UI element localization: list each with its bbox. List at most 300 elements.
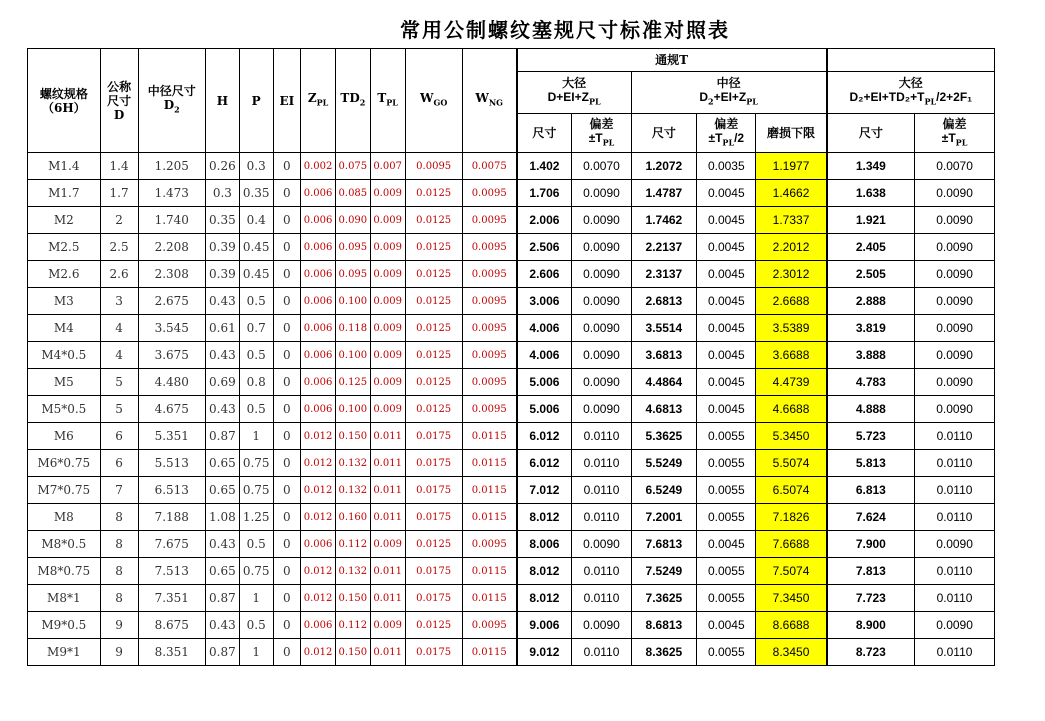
cell-d: 5 [100, 369, 138, 396]
cell-k: 0.0110 [915, 639, 995, 666]
cell-ei: 0 [273, 639, 301, 666]
cell-e: 0.0045 [697, 342, 756, 369]
cell-p: 0.8 [239, 369, 273, 396]
cell-z: 0.006 [301, 288, 336, 315]
cell-k: 0.0110 [915, 450, 995, 477]
header-pitch-formula-d: D [699, 90, 708, 105]
header-EI: EI [273, 49, 301, 153]
cell-spec: M4 [28, 315, 101, 342]
cell-p: 0.5 [239, 288, 273, 315]
cell-wng: 0.0095 [462, 369, 516, 396]
cell-b: 0.0090 [572, 180, 631, 207]
cell-e: 0.0045 [697, 261, 756, 288]
cell-a: 8.006 [517, 531, 572, 558]
cell-e: 0.0055 [697, 639, 756, 666]
header-nominal-l3: D [113, 107, 125, 122]
cell-ei: 0 [273, 207, 301, 234]
header-Z-sub: PL [316, 97, 329, 108]
cell-ei: 0 [273, 342, 301, 369]
table-row [28, 612, 995, 639]
cell-d2: 8.675 [138, 612, 206, 639]
cell-f: 5.5074 [756, 450, 827, 477]
cell-p: 0.35 [239, 180, 273, 207]
cell-k: 0.0070 [915, 153, 995, 180]
cell-wgo: 0.0095 [405, 153, 462, 180]
cell-td: 0.118 [335, 315, 370, 342]
cell-h: 0.65 [206, 450, 240, 477]
header-WNG [462, 49, 516, 153]
cell-wgo: 0.0125 [405, 612, 462, 639]
cell-h: 0.87 [206, 585, 240, 612]
cell-g: 2.405 [827, 234, 915, 261]
page-title: 常用公制螺纹塞规尺寸标准对照表 [400, 18, 730, 42]
cell-z: 0.012 [301, 585, 336, 612]
cell-d: 8 [100, 585, 138, 612]
cell-td: 0.150 [335, 639, 370, 666]
cell-c: 8.3625 [631, 639, 696, 666]
cell-p: 0.5 [239, 396, 273, 423]
cell-a: 2.606 [517, 261, 572, 288]
cell-e: 0.0055 [697, 585, 756, 612]
cell-z: 0.006 [301, 315, 336, 342]
cell-a: 1.706 [517, 180, 572, 207]
cell-t: 0.011 [370, 423, 405, 450]
cell-spec: M9*1 [28, 639, 101, 666]
cell-wgo: 0.0125 [405, 180, 462, 207]
cell-k: 0.0110 [915, 585, 995, 612]
cell-spec: M5 [28, 369, 101, 396]
cell-wgo: 0.0175 [405, 423, 462, 450]
table-row [28, 477, 995, 504]
cell-f: 1.4662 [756, 180, 827, 207]
cell-h: 0.43 [206, 531, 240, 558]
cell-spec: M4*0.5 [28, 342, 101, 369]
cell-f: 7.1826 [756, 504, 827, 531]
cell-e: 0.0045 [697, 234, 756, 261]
cell-ei: 0 [273, 315, 301, 342]
cell-d2: 2.208 [138, 234, 206, 261]
cell-ei: 0 [273, 180, 301, 207]
cell-e: 0.0045 [697, 288, 756, 315]
table-row [28, 153, 995, 180]
cell-ei: 0 [273, 450, 301, 477]
cell-td: 0.095 [335, 261, 370, 288]
cell-g: 7.813 [827, 558, 915, 585]
cell-c: 3.6813 [631, 342, 696, 369]
cell-t: 0.011 [370, 504, 405, 531]
cell-d2: 1.473 [138, 180, 206, 207]
cell-d2: 7.675 [138, 531, 206, 558]
cell-f: 1.7337 [756, 207, 827, 234]
cell-f: 4.4739 [756, 369, 827, 396]
cell-c: 7.5249 [631, 558, 696, 585]
cell-p: 0.75 [239, 558, 273, 585]
cell-k: 0.0090 [915, 396, 995, 423]
cell-z: 0.006 [301, 531, 336, 558]
cell-k: 0.0110 [915, 423, 995, 450]
cell-h: 0.69 [206, 369, 240, 396]
cell-k: 0.0090 [915, 288, 995, 315]
cell-z: 0.012 [301, 450, 336, 477]
cell-z: 0.012 [301, 423, 336, 450]
cell-ei: 0 [273, 288, 301, 315]
cell-ei: 0 [273, 261, 301, 288]
cell-k: 0.0090 [915, 207, 995, 234]
header-WNG-sub: NG [488, 97, 503, 108]
cell-f: 6.5074 [756, 477, 827, 504]
cell-ei: 0 [273, 558, 301, 585]
cell-a: 2.506 [517, 234, 572, 261]
cell-b: 0.0090 [572, 288, 631, 315]
cell-k: 0.0110 [915, 504, 995, 531]
cell-t: 0.011 [370, 639, 405, 666]
header-major2-formula-sub: PL [924, 96, 937, 107]
cell-d: 1.7 [100, 180, 138, 207]
cell-t: 0.009 [370, 207, 405, 234]
cell-a: 7.012 [517, 477, 572, 504]
cell-d: 6 [100, 423, 138, 450]
header-wear-limit: 磨损下限 [756, 114, 827, 153]
cell-wng: 0.0115 [462, 639, 516, 666]
cell-h: 0.61 [206, 315, 240, 342]
cell-f: 5.3450 [756, 423, 827, 450]
cell-wng: 0.0095 [462, 315, 516, 342]
header-major-label: 大径 [562, 76, 587, 91]
table-row [28, 315, 995, 342]
cell-d2: 4.480 [138, 369, 206, 396]
cell-h: 1.08 [206, 504, 240, 531]
cell-e: 0.0045 [697, 612, 756, 639]
cell-ei: 0 [273, 369, 301, 396]
cell-t: 0.011 [370, 558, 405, 585]
cell-t: 0.009 [370, 234, 405, 261]
cell-e: 0.0045 [697, 369, 756, 396]
cell-t: 0.011 [370, 450, 405, 477]
cell-a: 6.012 [517, 450, 572, 477]
cell-wgo: 0.0125 [405, 261, 462, 288]
cell-a: 8.012 [517, 585, 572, 612]
header-pitch-dia-label: 中径尺寸 [147, 84, 196, 99]
header-Z [301, 49, 336, 153]
cell-wgo: 0.0125 [405, 315, 462, 342]
cell-p: 1 [239, 423, 273, 450]
cell-k: 0.0090 [915, 612, 995, 639]
cell-f: 2.3012 [756, 261, 827, 288]
cell-p: 0.5 [239, 342, 273, 369]
cell-c: 1.4787 [631, 180, 696, 207]
cell-z: 0.006 [301, 180, 336, 207]
cell-p: 0.45 [239, 261, 273, 288]
cell-f: 3.6688 [756, 342, 827, 369]
cell-h: 0.87 [206, 639, 240, 666]
cell-e: 0.0055 [697, 450, 756, 477]
cell-td: 0.075 [335, 153, 370, 180]
cell-h: 0.65 [206, 558, 240, 585]
thread-gauge-table-wrapper [27, 48, 995, 666]
cell-z: 0.012 [301, 504, 336, 531]
cell-a: 6.012 [517, 423, 572, 450]
cell-d2: 3.675 [138, 342, 206, 369]
cell-td: 0.100 [335, 342, 370, 369]
cell-wng: 0.0095 [462, 396, 516, 423]
cell-b: 0.0110 [572, 423, 631, 450]
table-row [28, 423, 995, 450]
cell-td: 0.132 [335, 558, 370, 585]
cell-b: 0.0110 [572, 585, 631, 612]
cell-e: 0.0055 [697, 504, 756, 531]
header-major-dev-label: 偏差 [589, 116, 614, 131]
cell-g: 4.888 [827, 396, 915, 423]
table-row [28, 234, 995, 261]
cell-h: 0.43 [206, 288, 240, 315]
header-pitch-label: 中径 [716, 76, 741, 91]
cell-g: 2.888 [827, 288, 915, 315]
header-pitch-dia-sub: 2 [174, 104, 180, 115]
cell-d2: 5.513 [138, 450, 206, 477]
cell-g: 1.349 [827, 153, 915, 180]
cell-k: 0.0090 [915, 234, 995, 261]
cell-d: 1.4 [100, 153, 138, 180]
cell-wgo: 0.0125 [405, 342, 462, 369]
header-pitch-dev-tol-sub: PL [722, 137, 735, 148]
cell-h: 0.39 [206, 261, 240, 288]
header-spec-sub: （6H） [41, 100, 86, 115]
thread-gauge-table [27, 48, 995, 666]
cell-c: 5.3625 [631, 423, 696, 450]
cell-wng: 0.0115 [462, 423, 516, 450]
cell-a: 9.006 [517, 612, 572, 639]
cell-wgo: 0.0175 [405, 450, 462, 477]
cell-spec: M8 [28, 504, 101, 531]
cell-t: 0.009 [370, 315, 405, 342]
cell-g: 1.921 [827, 207, 915, 234]
cell-td: 0.150 [335, 423, 370, 450]
cell-b: 0.0090 [572, 261, 631, 288]
cell-wgo: 0.0175 [405, 639, 462, 666]
table-row [28, 288, 995, 315]
cell-d2: 7.513 [138, 558, 206, 585]
cell-td: 0.125 [335, 369, 370, 396]
cell-d: 2.6 [100, 261, 138, 288]
cell-a: 4.006 [517, 315, 572, 342]
cell-c: 1.2072 [631, 153, 696, 180]
cell-c: 4.4864 [631, 369, 696, 396]
cell-d2: 1.740 [138, 207, 206, 234]
cell-p: 0.5 [239, 531, 273, 558]
header-nominal-l1: 公称 [107, 79, 132, 94]
cell-g: 6.813 [827, 477, 915, 504]
header-TD-sym: TD [340, 91, 360, 106]
cell-a: 4.006 [517, 342, 572, 369]
cell-e: 0.0045 [697, 315, 756, 342]
cell-k: 0.0110 [915, 558, 995, 585]
cell-b: 0.0090 [572, 234, 631, 261]
header-major-dev-tol-sub: PL [602, 137, 615, 148]
cell-t: 0.009 [370, 369, 405, 396]
cell-td: 0.100 [335, 288, 370, 315]
table-header [28, 49, 995, 153]
cell-c: 3.5514 [631, 315, 696, 342]
cell-td: 0.132 [335, 450, 370, 477]
header-major2-dev-tol-sub: PL [955, 137, 968, 148]
header-T-sym: T [377, 91, 387, 106]
cell-ei: 0 [273, 234, 301, 261]
cell-spec: M9*0.5 [28, 612, 101, 639]
cell-c: 1.7462 [631, 207, 696, 234]
cell-t: 0.009 [370, 288, 405, 315]
cell-c: 7.2001 [631, 504, 696, 531]
cell-p: 0.3 [239, 153, 273, 180]
cell-b: 0.0090 [572, 531, 631, 558]
cell-f: 1.1977 [756, 153, 827, 180]
cell-f: 7.6688 [756, 531, 827, 558]
cell-k: 0.0090 [915, 531, 995, 558]
cell-z: 0.002 [301, 153, 336, 180]
cell-h: 0.87 [206, 423, 240, 450]
cell-ei: 0 [273, 396, 301, 423]
cell-c: 2.3137 [631, 261, 696, 288]
header-T [370, 49, 405, 153]
cell-wgo: 0.0125 [405, 288, 462, 315]
header-pitch-dia [138, 49, 206, 153]
cell-p: 1 [239, 585, 273, 612]
cell-spec: M1.4 [28, 153, 101, 180]
cell-k: 0.0110 [915, 477, 995, 504]
cell-td: 0.095 [335, 234, 370, 261]
cell-ei: 0 [273, 612, 301, 639]
cell-wng: 0.0115 [462, 504, 516, 531]
cell-wng: 0.0095 [462, 207, 516, 234]
cell-d: 8 [100, 558, 138, 585]
cell-wng: 0.0095 [462, 261, 516, 288]
header-Z-sym: Z [307, 91, 317, 106]
table-row [28, 450, 995, 477]
header-WGO-sub: GO [433, 97, 448, 108]
cell-t: 0.011 [370, 477, 405, 504]
header-T-sub: PL [386, 97, 398, 108]
cell-td: 0.132 [335, 477, 370, 504]
cell-wng: 0.0115 [462, 558, 516, 585]
header-pitch-formula-c: PL [746, 96, 758, 107]
header-major2-dev [915, 114, 995, 153]
table-body [28, 153, 995, 666]
cell-d: 7 [100, 477, 138, 504]
header-nominal-l2: 尺寸 [107, 93, 132, 108]
cell-f: 8.6688 [756, 612, 827, 639]
cell-p: 0.45 [239, 234, 273, 261]
cell-g: 7.900 [827, 531, 915, 558]
cell-f: 8.3450 [756, 639, 827, 666]
cell-wng: 0.0095 [462, 342, 516, 369]
cell-g: 2.505 [827, 261, 915, 288]
cell-d2: 7.351 [138, 585, 206, 612]
cell-td: 0.112 [335, 612, 370, 639]
cell-a: 9.012 [517, 639, 572, 666]
cell-wgo: 0.0175 [405, 558, 462, 585]
header-major2-formula: D₂+EI+TD₂+T [849, 90, 925, 105]
cell-c: 2.6813 [631, 288, 696, 315]
cell-wng: 0.0095 [462, 234, 516, 261]
header-major2-label: 大径 [898, 76, 923, 91]
cell-g: 8.900 [827, 612, 915, 639]
cell-c: 6.5249 [631, 477, 696, 504]
header-pitch-dev [697, 114, 756, 153]
cell-g: 3.819 [827, 315, 915, 342]
cell-z: 0.012 [301, 558, 336, 585]
table-row [28, 207, 995, 234]
cell-wgo: 0.0125 [405, 531, 462, 558]
header-pitch-dev-label: 偏差 [714, 116, 739, 131]
cell-c: 7.3625 [631, 585, 696, 612]
header-major2-dev-label: 偏差 [942, 116, 967, 131]
header-pitch-size: 尺寸 [631, 114, 696, 153]
cell-td: 0.100 [335, 396, 370, 423]
cell-c: 8.6813 [631, 612, 696, 639]
cell-a: 1.402 [517, 153, 572, 180]
cell-a: 5.006 [517, 369, 572, 396]
header-pitch-dev-tol-tail: /2 [734, 130, 745, 145]
cell-wng: 0.0095 [462, 612, 516, 639]
cell-c: 2.2137 [631, 234, 696, 261]
cell-wgo: 0.0125 [405, 234, 462, 261]
cell-t: 0.009 [370, 531, 405, 558]
cell-b: 0.0070 [572, 153, 631, 180]
cell-wgo: 0.0175 [405, 477, 462, 504]
header-H: H [206, 49, 240, 153]
cell-spec: M2.5 [28, 234, 101, 261]
cell-td: 0.090 [335, 207, 370, 234]
cell-b: 0.0110 [572, 450, 631, 477]
header-pitch-formula-a: 2 [707, 96, 714, 107]
cell-b: 0.0110 [572, 558, 631, 585]
cell-spec: M1.7 [28, 180, 101, 207]
cell-wng: 0.0115 [462, 585, 516, 612]
cell-d: 3 [100, 288, 138, 315]
header-TD-sub: 2 [359, 97, 366, 108]
cell-wng: 0.0095 [462, 180, 516, 207]
cell-h: 0.35 [206, 207, 240, 234]
cell-spec: M8*1 [28, 585, 101, 612]
cell-wgo: 0.0175 [405, 585, 462, 612]
cell-b: 0.0110 [572, 639, 631, 666]
cell-d: 2 [100, 207, 138, 234]
cell-spec: M2.6 [28, 261, 101, 288]
cell-z: 0.006 [301, 396, 336, 423]
cell-d: 6 [100, 450, 138, 477]
table-row [28, 180, 995, 207]
cell-ei: 0 [273, 153, 301, 180]
cell-td: 0.085 [335, 180, 370, 207]
cell-d2: 8.351 [138, 639, 206, 666]
cell-z: 0.006 [301, 342, 336, 369]
cell-b: 0.0090 [572, 396, 631, 423]
cell-p: 0.7 [239, 315, 273, 342]
header-P: P [239, 49, 273, 153]
header-major-dev-tol: ±T [588, 130, 603, 145]
cell-g: 7.624 [827, 504, 915, 531]
cell-z: 0.006 [301, 234, 336, 261]
cell-d2: 2.675 [138, 288, 206, 315]
cell-ei: 0 [273, 531, 301, 558]
cell-wgo: 0.0125 [405, 207, 462, 234]
cell-e: 0.0045 [697, 396, 756, 423]
cell-spec: M3 [28, 288, 101, 315]
cell-k: 0.0090 [915, 342, 995, 369]
header-spec-label: 螺纹规格 [39, 86, 88, 101]
cell-b: 0.0110 [572, 504, 631, 531]
cell-d: 9 [100, 612, 138, 639]
cell-e: 0.0055 [697, 423, 756, 450]
